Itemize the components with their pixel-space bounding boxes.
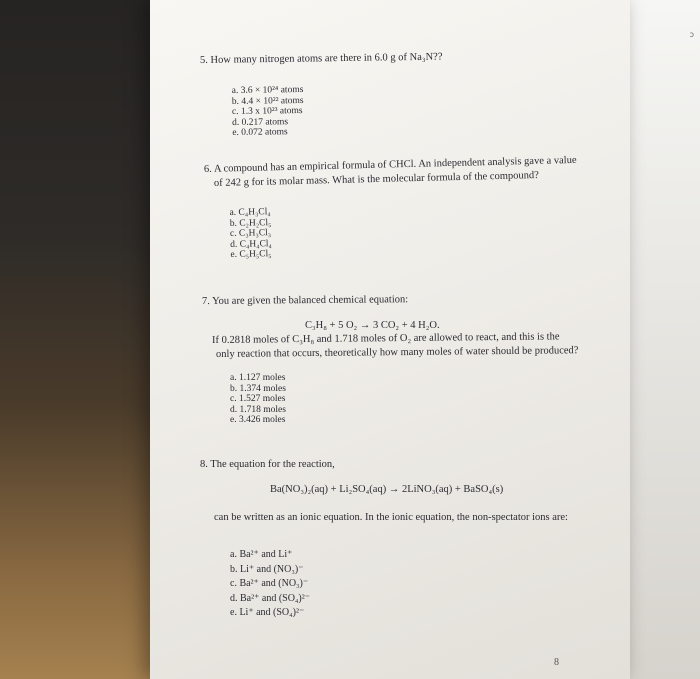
background-left [0,0,150,679]
question-5-choices [232,85,304,138]
choice: b. Li⁺ and (NO₃)⁻ [230,563,304,575]
question-7-choices [230,373,286,426]
question-5-text: 5. How many nitrogen atoms are there in 6.0 g of Na₃N?? [199,51,443,66]
choice: a. C₄H₃Cl₄ [229,207,271,219]
question-7-equation: C₃H₈ + 5 O₂ → 3 CO₂ + 4 H₂O. [305,320,440,331]
choice: c. 1.3 x 10²³ atoms [231,106,303,117]
question-6-choices [229,207,272,260]
worksheet-page [150,0,630,679]
page-number: 8 [554,657,559,668]
corner-mark: ↄ [689,30,694,39]
choice: e. 0.072 atoms [232,127,288,138]
question-8-text: 8. The equation for the reaction, [200,459,335,470]
choice: e. 3.426 moles [230,415,286,425]
choice: e. C₅H₅Cl₅ [230,249,272,260]
question-8-choices [230,548,310,621]
choice: c. 1.527 moles [230,394,286,404]
choice: b. 1.374 moles [230,383,286,394]
question-7-text-line3: only reaction that occurs, theoretically how many moles of water should be produced? [215,345,579,360]
choice: d. C₄H₄Cl₄ [230,238,272,250]
choice: c. Ba²⁺ and (NO₃)⁻ [230,578,309,589]
choice: b. 4.4 × 10²² atoms [231,95,304,107]
choice: d. Ba²⁺ and (SO₄)²⁻ [230,592,311,604]
choice: d. 1.718 moles [230,404,286,415]
question-8-text-line2: can be written as an ionic equation. In the ionic equation, the non-spectator ions are: [214,512,568,523]
question-7-text-line2: If 0.2818 moles of C₃H₈ and 1.718 moles of O₂ are allowed to react, and this is the [211,331,560,346]
choice: e. Li⁺ and (SO₄)²⁻ [230,607,305,618]
question-6-text-line1: 6. A compound has an empirical formula of CHCl. An independent analysis gave a value [203,154,577,175]
choice: a. 3.6 × 10²⁴ atoms [231,85,304,97]
choice: c. C₃H₃Cl₃ [229,228,272,239]
choice: b. C₂H₂Cl₅ [229,217,272,229]
question-6-text-line2: of 242 g for its molar mass. What is the molecular formula of the compound? [213,170,539,189]
choice: d. 0.217 atoms [232,116,289,128]
choice: a. Ba²⁺ and Li⁺ [230,549,293,560]
choice: a. 1.127 moles [230,373,286,383]
question-8-equation: Ba(NO₃)₂(aq) + Li₂SO₄(aq) → 2LiNO₃(aq) + BaSO₄(s) [270,484,504,495]
question-7-text: 7. You are given the balanced chemical equation: [201,294,409,307]
